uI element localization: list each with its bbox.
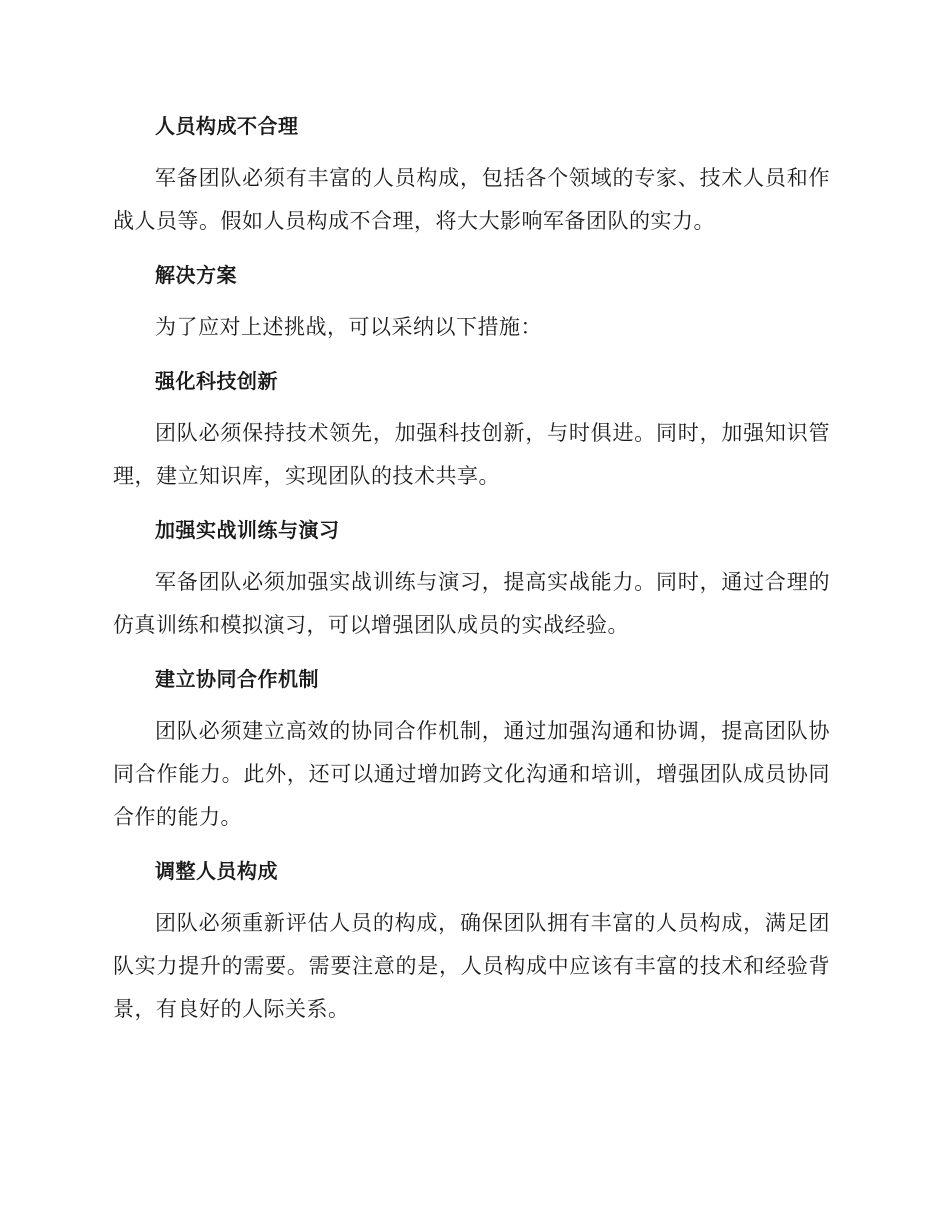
section-paragraph-solutions: 为了应对上述挑战，可以采纳以下措施： <box>155 315 542 339</box>
section-paragraph-collaboration: 团队必须建立高效的协同合作机制，通过加强沟通和协调，提高团队协同合作能力。此外，还可以通过增加跨文化沟通和培训，增强团队成员协同合作的能力。 <box>113 719 830 829</box>
section-paragraph-adjust-staffing: 团队必须重新评估人员的构成，确保团队拥有丰富的人员构成，满足团队实力提升的需要。需要注意的是，人员构成中应该有丰富的技术和经验背景，有良好的人际关系。 <box>113 911 830 1021</box>
section-heading-tech-innovation: 强化科技创新 <box>155 369 278 393</box>
section-heading-solutions: 解决方案 <box>155 263 237 287</box>
document-page <box>113 104 830 1041</box>
section-heading-collaboration: 建立协同合作机制 <box>155 667 319 691</box>
section-heading-adjust-staffing: 调整人员构成 <box>155 859 278 883</box>
section-paragraph-staffing-issue: 军备团队必须有丰富的人员构成，包括各个领域的专家、技术人员和作战人员等。假如人员构成不合理，将大大影响军备团队的实力。 <box>113 166 830 233</box>
section-paragraph-tech-innovation: 团队必须保持技术领先，加强科技创新，与时俱进。同时，加强知识管理，建立知识库，实现团队的技术共享。 <box>113 421 830 488</box>
section-paragraph-training: 军备团队必须加强实战训练与演习，提高实战能力。同时，通过合理的仿真训练和模拟演习，可以增强团队成员的实战经验。 <box>113 570 830 637</box>
section-heading-staffing-issue: 人员构成不合理 <box>155 114 299 138</box>
section-heading-training: 加强实战训练与演习 <box>155 518 340 542</box>
